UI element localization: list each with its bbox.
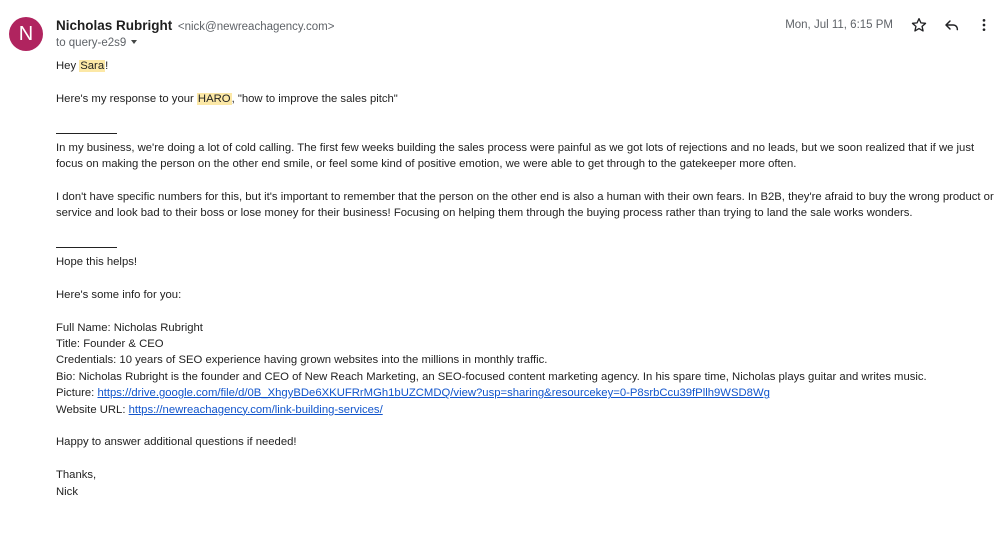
info-intro: Here's some info for you: [56, 288, 182, 301]
avatar[interactable]: N [9, 17, 43, 51]
separator-line [56, 133, 117, 134]
intro-prefix: Here's my response to your [56, 92, 197, 105]
signoff: Thanks, [56, 469, 97, 482]
greeting [56, 58, 996, 74]
star-button[interactable] [908, 14, 930, 36]
star-icon [911, 17, 927, 33]
reply-button[interactable] [941, 14, 963, 36]
separator-line [56, 247, 117, 248]
reply-icon [944, 17, 960, 33]
paragraph-2: I don't have specific numbers for this, but it's important to remember that the person on the other end is also a human with their own fears. In B2B, they're afraid to buy the wrong product or service and look bad to their boss or lose money for their business! Focusing on helping them through the buying process rather than trying to land the sale works wonders. [56, 190, 994, 220]
chevron-down-icon [131, 40, 137, 44]
sender-line [56, 18, 334, 35]
more-options-button[interactable] [973, 14, 995, 36]
greeting-suffix: ! [105, 60, 109, 72]
picture-label: Picture: [56, 387, 98, 400]
sender-email: <nick@newreachagency.com> [177, 21, 335, 33]
website-line [56, 402, 996, 418]
website-label: Website URL: [56, 403, 129, 416]
more-vert-icon [976, 17, 992, 33]
hope-line: Hope this helps! [56, 256, 138, 268]
credentials-line: Credentials: 10 years of SEO experience having grown websites into the millions in monthly traffic. [56, 354, 548, 367]
intro-line [56, 91, 996, 107]
recipient-label: to query-e2s9 [56, 37, 127, 49]
highlighted-name: Sara [80, 60, 105, 72]
closing-line: Happy to answer additional questions if needed! [56, 436, 297, 449]
sender-name[interactable]: Nicholas Rubright [56, 18, 173, 33]
recipients-toggle[interactable] [56, 37, 137, 49]
greeting-prefix: Hey [56, 60, 80, 72]
picture-line [56, 385, 996, 401]
paragraph-1: In my business, we're doing a lot of cold calling. The first few weeks building the sales process were painful as we got lots of rejections and no leads, but we soon realized that if we just focus on making the person on the other end smile, or feel some kind of positive emotion, we were able to get through to the gatekeeper more often. [56, 141, 975, 170]
full-name-line: Full Name: Nicholas Rubright [56, 321, 203, 334]
highlighted-haro: HARO [197, 92, 231, 105]
intro-suffix: , "how to improve the sales pitch" [231, 92, 398, 105]
website-link[interactable]: https://newreachagency.com/link-building-services/ [128, 403, 383, 416]
signature: Nick [56, 485, 78, 498]
message-body [56, 58, 996, 500]
picture-link[interactable]: https://drive.google.com/file/d/0B_XhgyBDe6XKUFRrMGh1bUZCMDQ/view?usp=sharing&resourcekey=0-P8srbCcu39fPllh9WSD8Wg [97, 387, 770, 400]
bio-line: Bio: Nicholas Rubright is the founder and CEO of New Reach Marketing, an SEO-focused content marketing agency. In his spare time, Nicholas plays guitar and writes music. [56, 370, 927, 383]
title-line: Title: Founder & CEO [56, 338, 164, 350]
message-date: Mon, Jul 11, 6:15 PM [785, 19, 893, 31]
